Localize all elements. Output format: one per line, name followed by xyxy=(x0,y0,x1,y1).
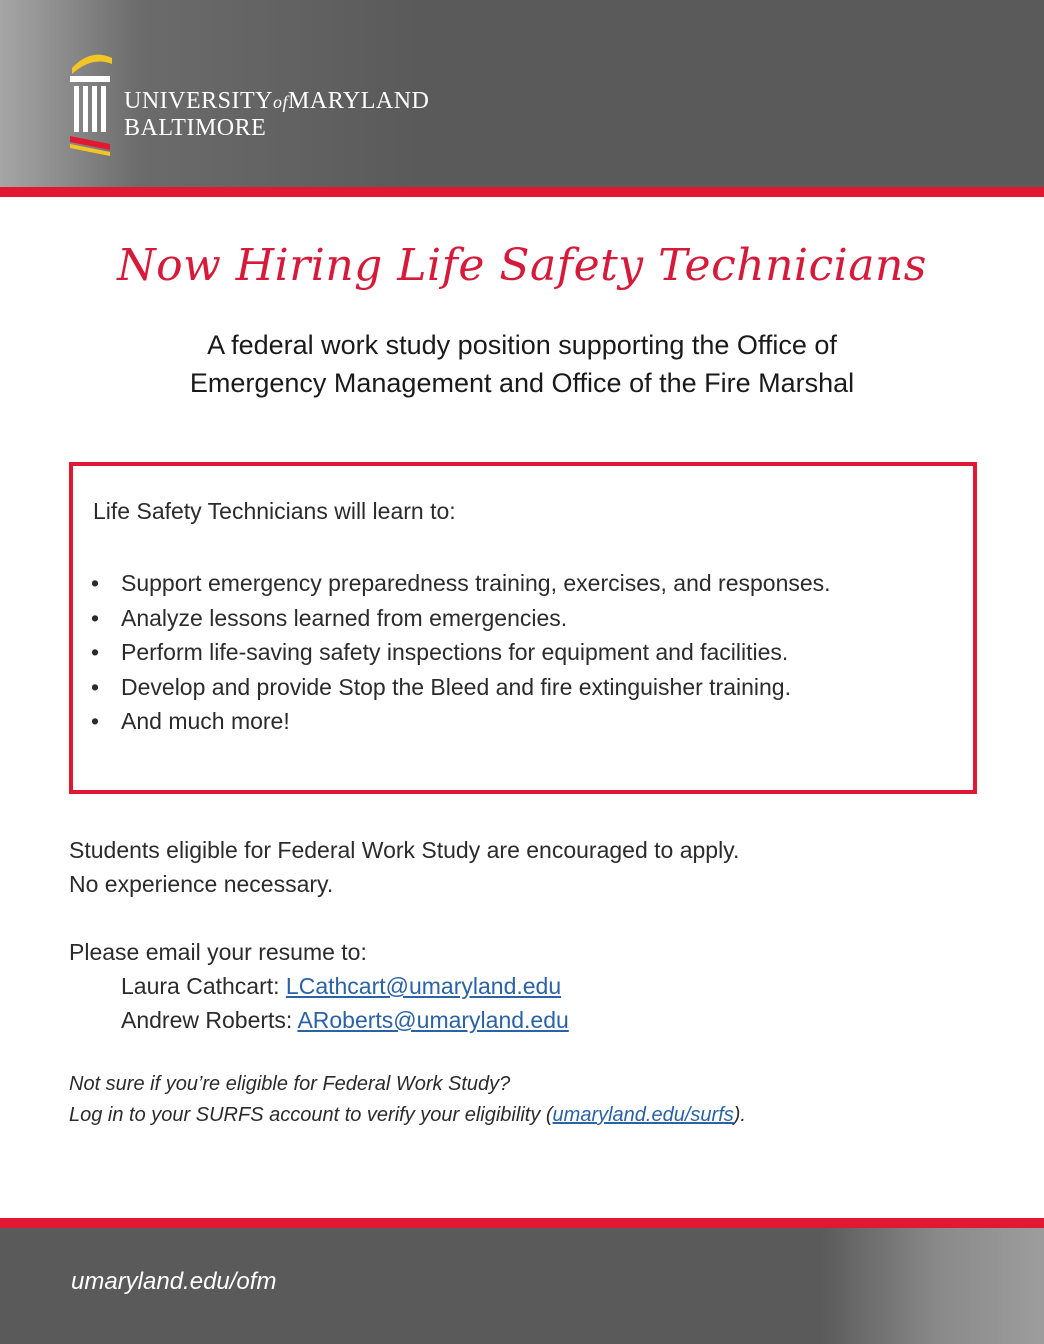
logo-of: of xyxy=(273,92,289,112)
contact-intro: Please email your resume to: xyxy=(69,939,367,965)
footer-url[interactable]: umaryland.edu/ofm xyxy=(71,1268,277,1295)
list-item: • Analyze lessons learned from emergencies. xyxy=(91,601,831,636)
contact-name: Andrew Roberts: xyxy=(121,1007,293,1033)
email-link-aroberts[interactable]: ARoberts@umaryland.edu xyxy=(297,1007,569,1033)
bullet-icon: • xyxy=(91,708,100,734)
note-line-2: Log in to your SURFS account to verify your eligibility (umaryland.edu/surfs). xyxy=(69,1104,746,1126)
logo-maryland: MARYLAND xyxy=(288,88,430,114)
bullet-icon: • xyxy=(91,639,100,665)
list-item: • Perform life-saving safety inspections for equipment and facilities. xyxy=(91,635,831,670)
eligibility-text xyxy=(69,833,739,901)
page-title: Now Hiring Life Safety Technicians xyxy=(117,240,927,291)
bullet-icon: • xyxy=(91,673,100,700)
university-logo[interactable] xyxy=(66,46,486,158)
subtitle-line-1: A federal work study position supporting the Office of xyxy=(207,330,837,360)
footer-band xyxy=(0,1228,1044,1344)
contact-andrew xyxy=(69,1003,569,1037)
learn-intro: Life Safety Technicians will learn to: xyxy=(93,498,456,524)
eligibility-line-2: No experience necessary. xyxy=(69,871,334,897)
list-item: • Support emergency preparedness training, exercises, and responses. xyxy=(91,566,831,601)
eligibility-note xyxy=(69,1069,746,1131)
top-red-divider xyxy=(0,187,1044,197)
note-line-1: Not sure if you’re eligible for Federal Work Study? xyxy=(69,1073,511,1095)
dome-columns-icon xyxy=(66,46,116,158)
bottom-red-divider xyxy=(0,1218,1044,1228)
bullet-icon: • xyxy=(91,570,100,596)
email-link-lcathcart[interactable]: LCathcart@umaryland.edu xyxy=(285,973,562,999)
learn-box xyxy=(69,462,977,794)
surfs-link[interactable]: umaryland.edu/surfs xyxy=(552,1104,734,1126)
eligibility-line-1: Students eligible for Federal Work Study are encouraged to apply. xyxy=(69,837,740,863)
contact-laura xyxy=(69,969,569,1003)
contact-name: Laura Cathcart: xyxy=(121,973,280,999)
learn-list xyxy=(91,566,831,739)
subtitle xyxy=(0,326,1044,402)
header-band xyxy=(0,0,1044,187)
subtitle-line-2: Emergency Management and Office of the Fire Marshal xyxy=(189,368,855,398)
logo-baltimore: BALTIMORE xyxy=(124,115,267,141)
bullet-icon: • xyxy=(91,604,100,631)
logo-wordmark xyxy=(124,88,429,141)
list-item: • Develop and provide Stop the Bleed and fire extinguisher training. xyxy=(91,670,831,705)
list-item: • And much more! xyxy=(91,704,831,739)
contact-block xyxy=(69,935,569,1037)
logo-university: UNIVERSITY xyxy=(124,88,273,114)
